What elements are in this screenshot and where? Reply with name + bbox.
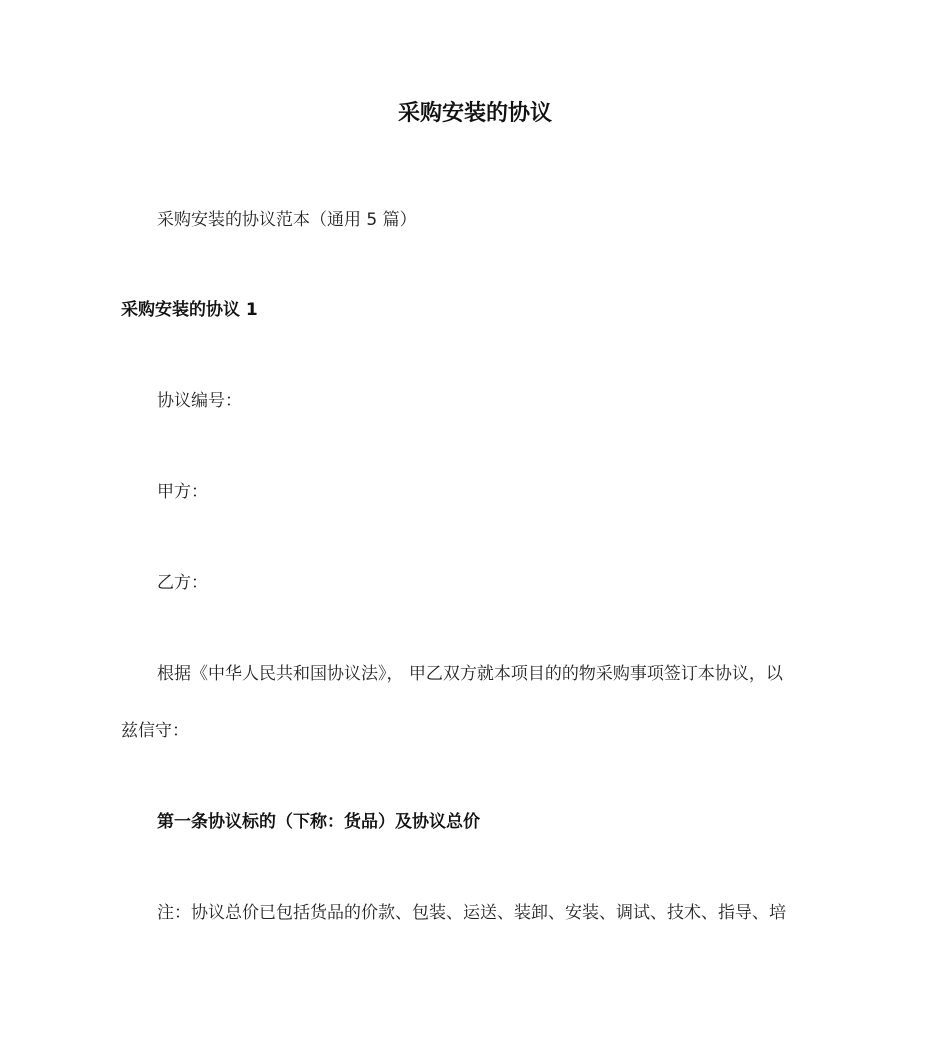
section-heading: 采购安装的协议 1: [121, 300, 258, 320]
paragraph-basis-line-2: 兹信守：: [121, 721, 189, 741]
field-party-a: 甲方：: [157, 482, 208, 502]
article-1-note: 注：协议总价已包括货品的价款、包装、运送、装卸、安装、调试、技术、指导、培: [157, 903, 786, 923]
document-title: 采购安装的协议: [397, 101, 552, 126]
article-1-heading: 第一条协议标的（下称：货品）及协议总价: [157, 812, 480, 832]
field-agreement-number: 协议编号：: [157, 391, 242, 411]
field-party-b: 乙方：: [157, 573, 208, 593]
document-subtitle: 采购安装的协议范本（通用 5 篇）: [157, 210, 417, 230]
paragraph-basis-line-1: 根据《中华人民共和国协议法》， 甲乙双方就本项目的的物采购事项签订本协议，以: [157, 664, 783, 684]
